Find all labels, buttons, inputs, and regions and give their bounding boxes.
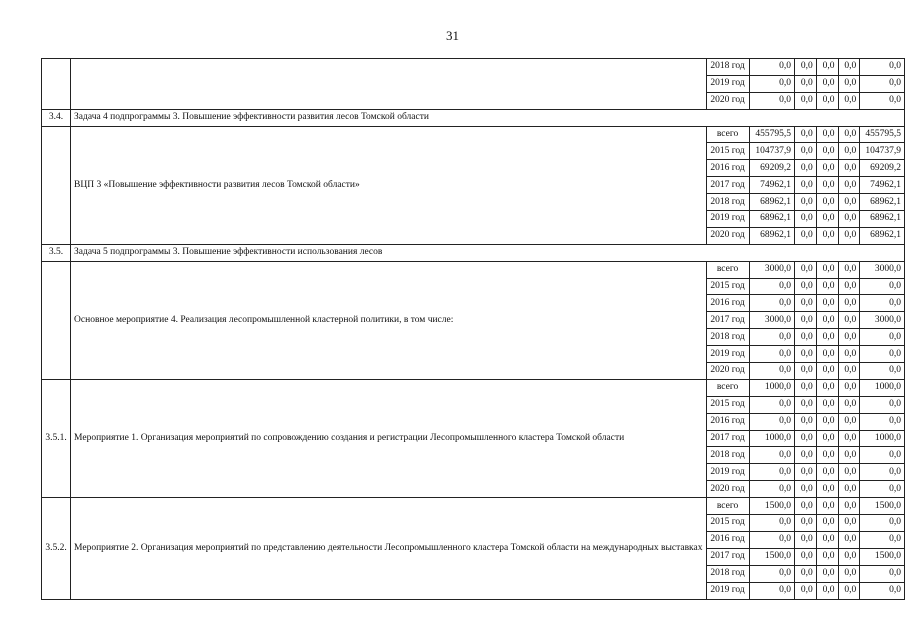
amount-cell: 0,0 — [794, 582, 816, 599]
amount-cell: 0,0 — [860, 464, 905, 481]
amount-cell: 0,0 — [794, 413, 816, 430]
period-cell: 2015 год — [706, 396, 749, 413]
row-number — [42, 261, 71, 379]
period-cell: 2017 год — [706, 312, 749, 329]
amount-cell: 0,0 — [838, 295, 860, 312]
period-cell: 2019 год — [706, 75, 749, 92]
amount-cell: 0,0 — [816, 143, 838, 160]
amount-cell: 0,0 — [816, 548, 838, 565]
amount-cell: 0,0 — [838, 194, 860, 211]
amount-cell: 0,0 — [794, 329, 816, 346]
period-cell: 2020 год — [706, 92, 749, 109]
amount-cell: 0,0 — [794, 194, 816, 211]
amount-cell: 0,0 — [838, 126, 860, 143]
amount-cell: 0,0 — [816, 295, 838, 312]
period-cell: 2015 год — [706, 143, 749, 160]
amount-cell: 0,0 — [860, 515, 905, 532]
amount-cell: 0,0 — [838, 531, 860, 548]
amount-cell: 0,0 — [749, 447, 794, 464]
amount-cell: 0,0 — [749, 582, 794, 599]
amount-cell: 0,0 — [749, 278, 794, 295]
amount-cell: 3000,0 — [749, 261, 794, 278]
amount-cell: 0,0 — [794, 261, 816, 278]
amount-cell: 68962,1 — [860, 194, 905, 211]
budget-table — [41, 58, 905, 600]
amount-cell: 68962,1 — [749, 211, 794, 228]
amount-cell: 455795,5 — [860, 126, 905, 143]
amount-cell: 0,0 — [794, 143, 816, 160]
period-cell: 2016 год — [706, 413, 749, 430]
amount-cell: 0,0 — [794, 75, 816, 92]
amount-cell: 1000,0 — [749, 430, 794, 447]
amount-cell: 0,0 — [794, 126, 816, 143]
amount-cell: 0,0 — [860, 329, 905, 346]
amount-cell: 0,0 — [794, 211, 816, 228]
amount-cell: 0,0 — [749, 363, 794, 380]
amount-cell: 0,0 — [816, 447, 838, 464]
row-number: 3.5. — [42, 244, 71, 261]
amount-cell: 0,0 — [860, 363, 905, 380]
period-cell: 2018 год — [706, 329, 749, 346]
activity-name — [71, 59, 706, 110]
amount-cell: 74962,1 — [749, 177, 794, 194]
amount-cell: 0,0 — [838, 59, 860, 76]
amount-cell: 104737,9 — [749, 143, 794, 160]
page-number: 31 — [446, 28, 459, 43]
amount-cell: 0,0 — [816, 329, 838, 346]
period-cell: 2016 год — [706, 531, 749, 548]
period-cell: 2019 год — [706, 211, 749, 228]
activity-name: Мероприятие 2. Организация мероприятий по представлению деятельности Лесопромышленного кластера Томской области на международных выставках — [71, 498, 706, 599]
amount-cell: 0,0 — [860, 396, 905, 413]
amount-cell: 0,0 — [838, 143, 860, 160]
amount-cell: 0,0 — [816, 75, 838, 92]
amount-cell: 0,0 — [838, 498, 860, 515]
amount-cell: 0,0 — [860, 413, 905, 430]
amount-cell: 455795,5 — [749, 126, 794, 143]
amount-cell: 0,0 — [838, 329, 860, 346]
task-row — [42, 244, 905, 261]
amount-cell: 0,0 — [816, 430, 838, 447]
amount-cell: 0,0 — [816, 59, 838, 76]
amount-cell: 104737,9 — [860, 143, 905, 160]
amount-cell: 0,0 — [816, 481, 838, 498]
amount-cell: 0,0 — [794, 565, 816, 582]
amount-cell: 0,0 — [838, 548, 860, 565]
amount-cell: 0,0 — [794, 227, 816, 244]
amount-cell: 0,0 — [816, 194, 838, 211]
amount-cell: 0,0 — [838, 160, 860, 177]
period-cell: всего — [706, 126, 749, 143]
period-cell: 2017 год — [706, 430, 749, 447]
table-row — [42, 59, 905, 76]
amount-cell: 0,0 — [860, 531, 905, 548]
amount-cell: 69209,2 — [860, 160, 905, 177]
amount-cell: 0,0 — [838, 363, 860, 380]
amount-cell: 0,0 — [749, 515, 794, 532]
amount-cell: 1500,0 — [860, 548, 905, 565]
period-cell: 2017 год — [706, 177, 749, 194]
period-cell: 2018 год — [706, 447, 749, 464]
amount-cell: 0,0 — [838, 413, 860, 430]
period-cell: 2018 год — [706, 565, 749, 582]
period-cell: 2020 год — [706, 481, 749, 498]
amount-cell: 0,0 — [749, 531, 794, 548]
amount-cell: 68962,1 — [749, 194, 794, 211]
amount-cell: 74962,1 — [860, 177, 905, 194]
amount-cell: 69209,2 — [749, 160, 794, 177]
amount-cell: 0,0 — [860, 92, 905, 109]
amount-cell: 0,0 — [860, 447, 905, 464]
amount-cell: 0,0 — [816, 211, 838, 228]
amount-cell: 0,0 — [860, 565, 905, 582]
amount-cell: 0,0 — [794, 363, 816, 380]
amount-cell: 0,0 — [794, 312, 816, 329]
period-cell: 2018 год — [706, 59, 749, 76]
amount-cell: 0,0 — [838, 278, 860, 295]
row-number: 3.5.1. — [42, 379, 71, 497]
amount-cell: 0,0 — [816, 92, 838, 109]
amount-cell: 0,0 — [838, 515, 860, 532]
table-row — [42, 126, 905, 143]
amount-cell: 0,0 — [816, 227, 838, 244]
amount-cell: 0,0 — [816, 379, 838, 396]
amount-cell: 0,0 — [749, 464, 794, 481]
row-number: 3.4. — [42, 109, 71, 126]
amount-cell: 0,0 — [749, 413, 794, 430]
amount-cell: 0,0 — [794, 515, 816, 532]
amount-cell: 0,0 — [794, 430, 816, 447]
amount-cell: 0,0 — [860, 295, 905, 312]
row-number: 3.5.2. — [42, 498, 71, 599]
amount-cell: 0,0 — [816, 346, 838, 363]
amount-cell: 0,0 — [749, 329, 794, 346]
amount-cell: 0,0 — [816, 126, 838, 143]
amount-cell: 0,0 — [816, 498, 838, 515]
amount-cell: 1000,0 — [860, 379, 905, 396]
amount-cell: 0,0 — [816, 160, 838, 177]
amount-cell: 1500,0 — [749, 548, 794, 565]
amount-cell: 0,0 — [838, 379, 860, 396]
amount-cell: 0,0 — [749, 481, 794, 498]
period-cell: всего — [706, 261, 749, 278]
amount-cell: 1500,0 — [860, 498, 905, 515]
amount-cell: 0,0 — [838, 211, 860, 228]
period-cell: всего — [706, 498, 749, 515]
amount-cell: 0,0 — [749, 92, 794, 109]
table-row — [42, 379, 905, 396]
amount-cell: 0,0 — [838, 227, 860, 244]
amount-cell: 68962,1 — [749, 227, 794, 244]
amount-cell: 0,0 — [816, 278, 838, 295]
period-cell: 2019 год — [706, 346, 749, 363]
amount-cell: 0,0 — [838, 261, 860, 278]
amount-cell: 0,0 — [794, 379, 816, 396]
period-cell: 2020 год — [706, 363, 749, 380]
activity-name: ВЦП 3 «Повышение эффективности развития лесов Томской области» — [71, 126, 706, 244]
amount-cell: 0,0 — [794, 481, 816, 498]
amount-cell: 0,0 — [838, 565, 860, 582]
amount-cell: 0,0 — [860, 346, 905, 363]
amount-cell: 1500,0 — [749, 498, 794, 515]
period-cell: 2015 год — [706, 515, 749, 532]
amount-cell: 0,0 — [794, 278, 816, 295]
amount-cell: 1000,0 — [749, 379, 794, 396]
period-cell: 2020 год — [706, 227, 749, 244]
amount-cell: 0,0 — [816, 177, 838, 194]
amount-cell: 0,0 — [794, 92, 816, 109]
table-row — [42, 261, 905, 278]
amount-cell: 0,0 — [860, 75, 905, 92]
amount-cell: 0,0 — [794, 396, 816, 413]
amount-cell: 3000,0 — [860, 261, 905, 278]
amount-cell: 0,0 — [816, 261, 838, 278]
amount-cell: 0,0 — [816, 582, 838, 599]
amount-cell: 0,0 — [794, 447, 816, 464]
amount-cell: 0,0 — [860, 59, 905, 76]
task-title: Задача 4 подпрограммы 3. Повышение эффективности развития лесов Томской области — [71, 109, 905, 126]
period-cell: 2015 год — [706, 278, 749, 295]
amount-cell: 0,0 — [838, 346, 860, 363]
amount-cell: 0,0 — [860, 481, 905, 498]
amount-cell: 0,0 — [816, 312, 838, 329]
amount-cell: 0,0 — [749, 75, 794, 92]
amount-cell: 0,0 — [860, 582, 905, 599]
amount-cell: 0,0 — [816, 413, 838, 430]
amount-cell: 0,0 — [816, 565, 838, 582]
amount-cell: 0,0 — [794, 177, 816, 194]
amount-cell: 3000,0 — [860, 312, 905, 329]
amount-cell: 0,0 — [749, 396, 794, 413]
amount-cell: 68962,1 — [860, 227, 905, 244]
amount-cell: 0,0 — [816, 363, 838, 380]
amount-cell: 0,0 — [838, 92, 860, 109]
period-cell: всего — [706, 379, 749, 396]
amount-cell: 0,0 — [749, 565, 794, 582]
period-cell: 2016 год — [706, 295, 749, 312]
amount-cell: 0,0 — [794, 346, 816, 363]
amount-cell: 0,0 — [838, 464, 860, 481]
period-cell: 2019 год — [706, 464, 749, 481]
amount-cell: 0,0 — [838, 312, 860, 329]
amount-cell: 0,0 — [838, 75, 860, 92]
amount-cell: 0,0 — [794, 59, 816, 76]
amount-cell: 0,0 — [749, 346, 794, 363]
row-number — [42, 59, 71, 110]
period-cell: 2017 год — [706, 548, 749, 565]
amount-cell: 0,0 — [749, 59, 794, 76]
amount-cell: 0,0 — [838, 481, 860, 498]
amount-cell: 0,0 — [794, 498, 816, 515]
amount-cell: 0,0 — [816, 515, 838, 532]
amount-cell: 3000,0 — [749, 312, 794, 329]
activity-name: Мероприятие 1. Организация мероприятий по сопровождению создания и регистрации Лесопромышленного кластера Томской области — [71, 379, 706, 497]
amount-cell: 0,0 — [794, 295, 816, 312]
task-title: Задача 5 подпрограммы 3. Повышение эффективности использования лесов — [71, 244, 905, 261]
period-cell: 2019 год — [706, 582, 749, 599]
amount-cell: 68962,1 — [860, 211, 905, 228]
amount-cell: 0,0 — [860, 278, 905, 295]
amount-cell: 0,0 — [794, 160, 816, 177]
amount-cell: 0,0 — [838, 430, 860, 447]
amount-cell: 0,0 — [816, 531, 838, 548]
amount-cell: 1000,0 — [860, 430, 905, 447]
amount-cell: 0,0 — [838, 447, 860, 464]
amount-cell: 0,0 — [794, 464, 816, 481]
row-number — [42, 126, 71, 244]
amount-cell: 0,0 — [838, 177, 860, 194]
task-row — [42, 109, 905, 126]
amount-cell: 0,0 — [749, 295, 794, 312]
period-cell: 2018 год — [706, 194, 749, 211]
amount-cell: 0,0 — [816, 464, 838, 481]
amount-cell: 0,0 — [838, 582, 860, 599]
activity-name: Основное мероприятие 4. Реализация лесопромышленной кластерной политики, в том числе: — [71, 261, 706, 379]
amount-cell: 0,0 — [816, 396, 838, 413]
amount-cell: 0,0 — [794, 548, 816, 565]
amount-cell: 0,0 — [838, 396, 860, 413]
amount-cell: 0,0 — [794, 531, 816, 548]
period-cell: 2016 год — [706, 160, 749, 177]
table-row — [42, 498, 905, 515]
